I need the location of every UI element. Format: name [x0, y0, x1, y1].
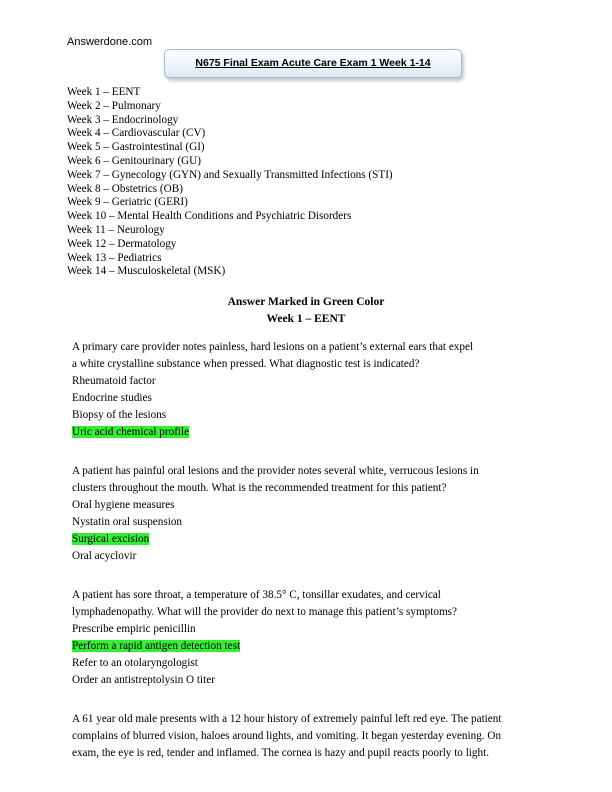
week-item: Week 14 – Musculoskeletal (MSK) — [67, 265, 226, 278]
week-item: Week 5 – Gastrointestinal (GI) — [67, 141, 205, 154]
week-item: Week 8 – Obstetrics (OB) — [67, 182, 183, 195]
week-list — [67, 86, 393, 279]
week-item: Week 11 – Neurology — [67, 223, 165, 236]
question-stem-line: lymphadenopathy. What will the provider do next to manage this patient’s symptoms? — [72, 606, 457, 618]
week-item: Week 13 – Pediatrics — [67, 251, 162, 264]
question-stem-line: a white crystalline substance when pressed. What diagnostic test is indicated? — [72, 358, 420, 370]
section-heading: Week 1 – EENT — [266, 313, 346, 325]
week-item: Week 3 – Endocrinology — [67, 113, 179, 126]
week-item: Week 6 – Genitourinary (GU) — [67, 154, 201, 167]
answer-option: Oral acyclovir — [72, 550, 137, 562]
answer-option: Refer to an otolaryngologist — [72, 657, 198, 669]
correct-answer-highlight: Surgical excision — [72, 533, 150, 545]
week-item: Week 9 – Geriatric (GERI) — [67, 196, 188, 209]
answer-option: Endocrine studies — [72, 392, 152, 404]
question-stem-line: A patient has sore throat, a temperature of 38.5° C, tonsillar exudates, and cervical — [72, 589, 441, 601]
answer-option-correct — [72, 638, 457, 655]
answer-option: Oral hygiene measures — [72, 499, 175, 511]
question-stem-line: complains of blurred vision, haloes around lights, and vomiting. It began yesterday evening. On — [72, 730, 502, 742]
week-item: Week 10 – Mental Health Conditions and Psychiatric Disorders — [67, 210, 352, 223]
answer-option: Nystatin oral suspension — [72, 516, 183, 528]
week-item: Week 12 – Dermatology — [67, 237, 177, 250]
answer-option: Prescribe empiric penicillin — [72, 623, 196, 635]
answer-option-correct — [72, 531, 479, 548]
question-4 — [72, 711, 501, 762]
week-item: Week 4 – Cardiovascular (CV) — [67, 127, 206, 140]
answer-option: Biopsy of the lesions — [72, 409, 167, 421]
document-title: N675 Final Exam Acute Care Exam 1 Week 1-14 — [164, 49, 462, 78]
question-stem-line: A patient has painful oral lesions and the provider notes several white, verrucous lesions in — [72, 465, 479, 477]
answer-note: Answer Marked in Green Color — [227, 296, 385, 308]
site-name: Answerdone.com — [67, 36, 152, 48]
question-stem-line: A 61 year old male presents with a 12 hour history of extremely painful left red eye. The patient — [72, 713, 502, 725]
question-3 — [72, 587, 457, 689]
correct-answer-highlight: Uric acid chemical profile — [72, 426, 190, 438]
question-1 — [72, 339, 473, 441]
answer-option: Rheumatoid factor — [72, 375, 156, 387]
week-item: Week 1 – EENT — [67, 86, 141, 98]
question-stem-line: A primary care provider notes painless, hard lesions on a patient’s external ears that expel — [72, 341, 474, 353]
correct-answer-highlight: Perform a rapid antigen detection test — [72, 640, 241, 652]
week-item: Week 7 – Gynecology (GYN) and Sexually Transmitted Infections (STI) — [67, 168, 393, 181]
answer-option-correct — [72, 424, 473, 441]
question-stem-line: clusters throughout the mouth. What is the recommended treatment for this patient? — [72, 482, 447, 494]
question-2 — [72, 463, 479, 565]
question-stem-line: exam, the eye is red, tender and inflamed. The cornea is hazy and pupil reacts poorly to light. — [72, 747, 490, 759]
answer-option: Order an antistreptolysin O titer — [72, 674, 215, 686]
week-item: Week 2 – Pulmonary — [67, 99, 161, 112]
